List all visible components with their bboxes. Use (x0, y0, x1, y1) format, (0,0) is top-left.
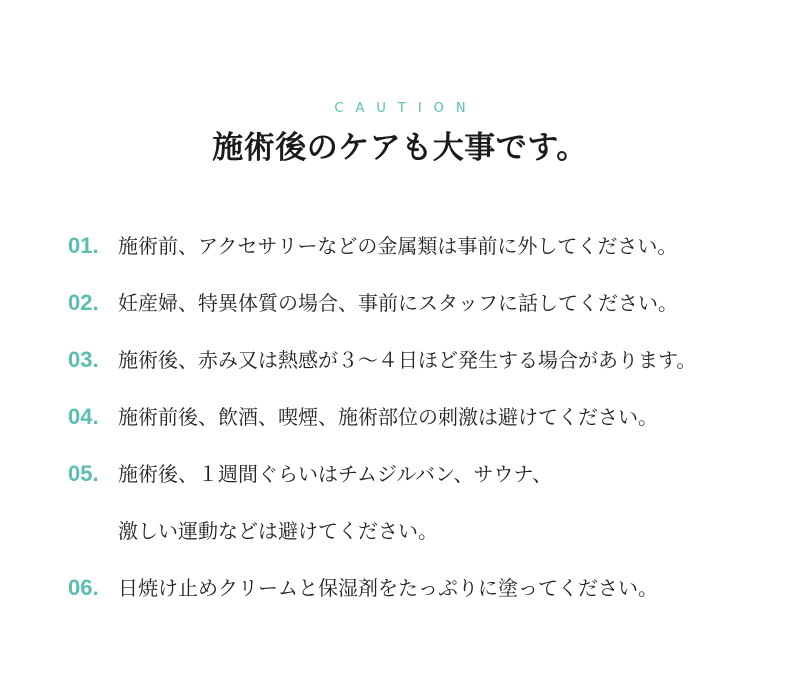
item-text: 施術後、赤み又は熱感が３～４日ほど発生する場合があります。 (118, 348, 697, 372)
item-text-continued: 激しい運動などは避けてください。 (118, 519, 438, 543)
list-item (68, 402, 788, 432)
list-item (68, 459, 788, 546)
item-number: 06. (68, 575, 99, 600)
item-number: 02. (68, 290, 99, 315)
item-number: 01. (68, 233, 99, 258)
item-text: 施術前、アクセサリーなどの金属類は事前に外してください。 (118, 234, 678, 258)
list-item (68, 345, 788, 375)
item-text: 日焼け止めクリームと保湿剤をたっぷりに塗ってください。 (118, 576, 658, 600)
page-title: 施術後のケアも大事です。 (212, 130, 588, 166)
item-text: 妊産婦、特異体質の場合、事前にスタッフに話してください。 (118, 291, 678, 315)
list-item (68, 573, 788, 603)
item-number: 05. (68, 461, 99, 486)
list-item (68, 231, 788, 261)
caution-list (68, 231, 788, 630)
caution-eyebrow: CAUTION (334, 101, 478, 116)
item-text: 施術前後、飲酒、喫煙、施術部位の刺激は避けてください。 (118, 405, 658, 429)
item-number: 03. (68, 347, 99, 372)
item-text: 施術後、１週間ぐらいはチムジルバン、サウナ、 (118, 462, 553, 486)
list-item (68, 288, 788, 318)
item-number: 04. (68, 404, 99, 429)
